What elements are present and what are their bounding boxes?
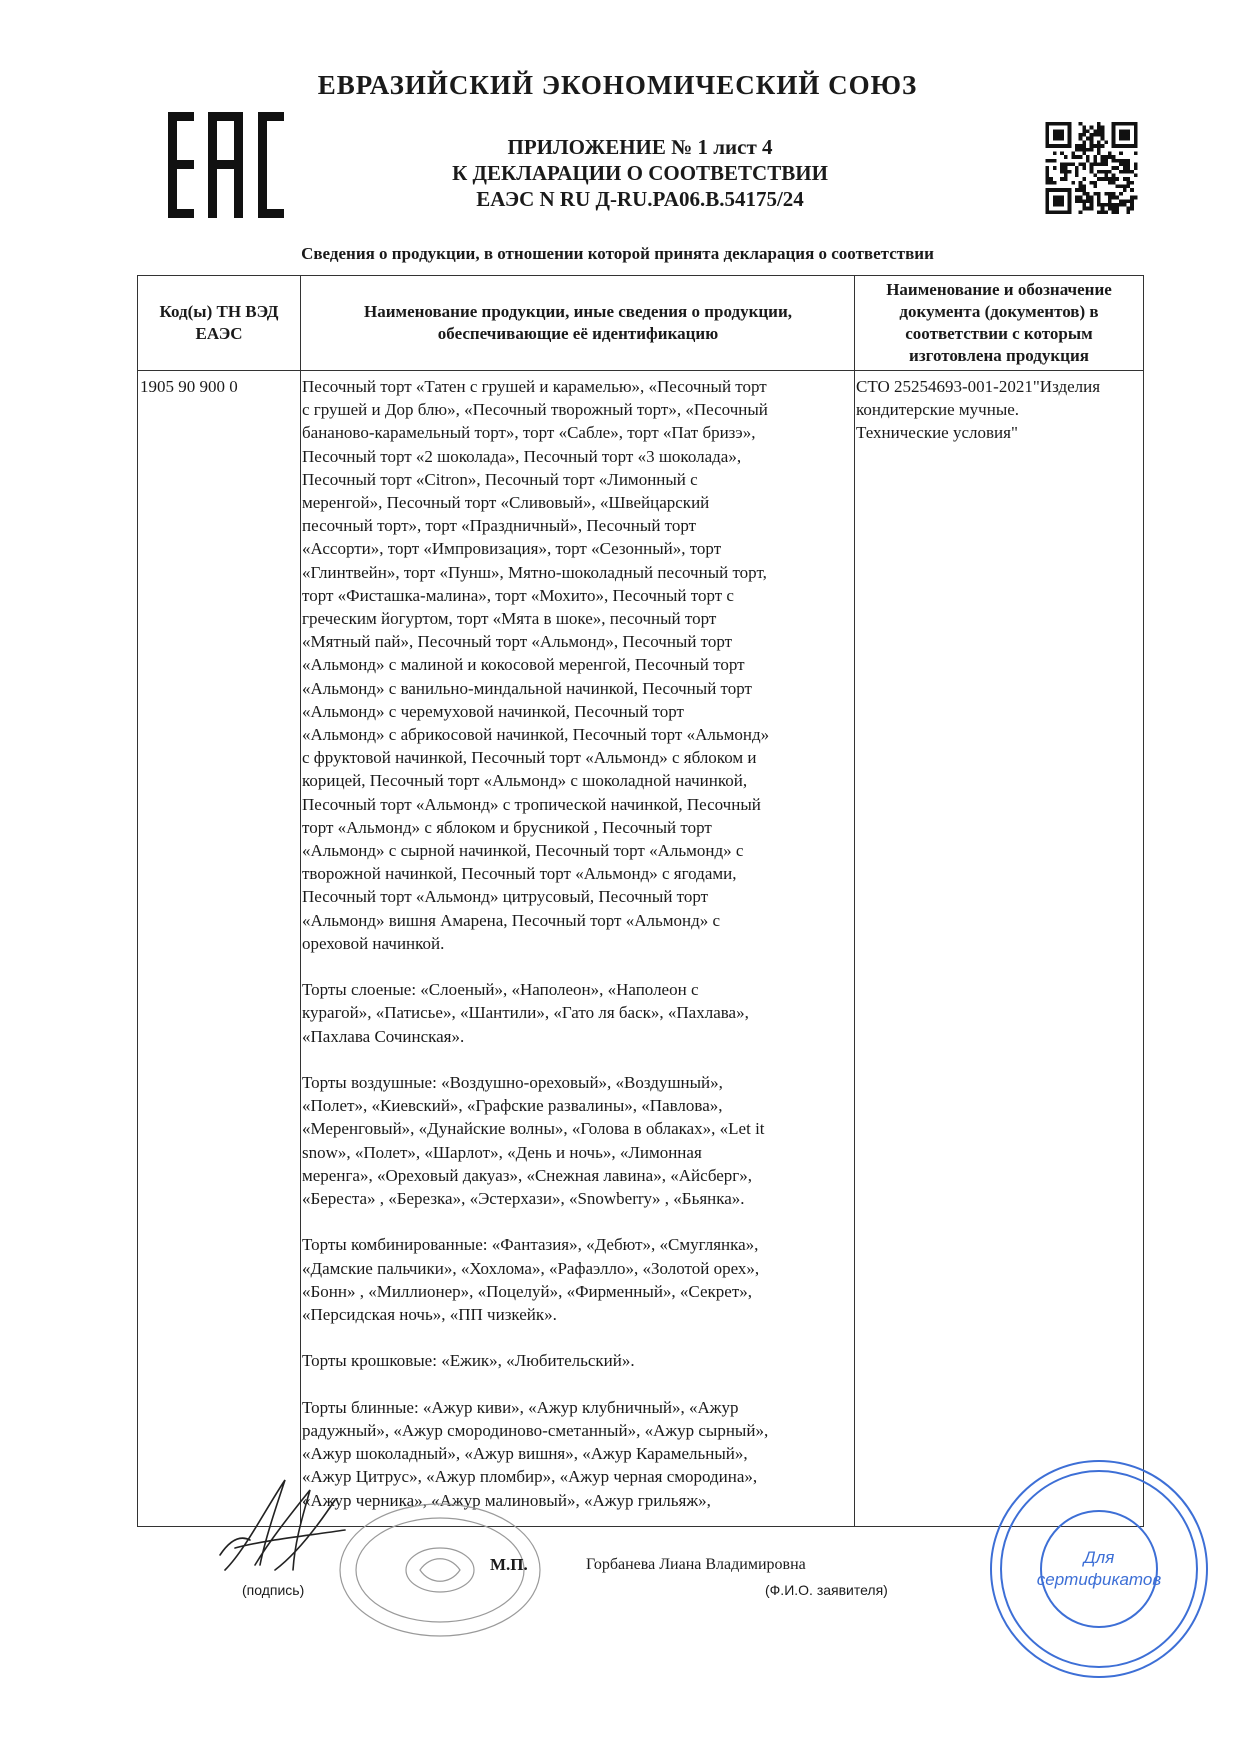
declaration-title-block (380, 134, 900, 212)
description-paragraph (302, 978, 858, 1048)
description-line: «Альмонд» с ванильно-миндальной начинкой, Песочный торт (302, 678, 752, 698)
description-line: меренга», «Ореховый дакуаз», «Снежная лавина», «Айсберг», (302, 1165, 753, 1185)
description-line: «Глинтвейн», торт «Пунш», Мятно-шоколадный песочный торт, (302, 562, 767, 582)
description-line: Песочный торт «Альмонд» с тропической начинкой, Песочный (302, 794, 761, 814)
certificates-stamp (985, 1455, 1213, 1683)
description-line: бананово-карамельный торт», торт «Сабле», торт «Пат бризэ», (302, 423, 756, 443)
description-line: «Ажур Цитрус», «Ажур пломбир», «Ажур черная смородина», (302, 1467, 758, 1487)
description-paragraph (302, 1349, 858, 1372)
signer-name: Горбанева Лиана Владимировна (586, 1556, 806, 1573)
description-line: «Альмонд» с абрикосовой начинкой, Песочный торт «Альмонд» (302, 725, 770, 745)
description-line: торт «Альмонд» с яблоком и брусникой , Песочный торт (302, 817, 712, 837)
description-line: меренгой», Песочный торт «Сливовый», «Швейцарский (302, 493, 710, 513)
description-line: с фруктовой начинкой, Песочный торт «Альмонд» с яблоком и (302, 748, 757, 768)
description-line: Торты слоеные: «Слоеный», «Наполеон», «Наполеон с (302, 980, 699, 1000)
description-line: «Альмонд» вишня Амарена, Песочный торт «Альмонд» с (302, 910, 721, 930)
stamp-center-bottom: сертификатов (1036, 1570, 1162, 1589)
description-line: «Пахлава Сочинская». (302, 1026, 465, 1046)
description-line: «Персидская ночь», «ПП чизкейк». (302, 1305, 557, 1325)
qr-code-icon (1045, 122, 1138, 214)
description-line: «Ажур черника», «Ажур малиновый», «Ажур грильяж», (302, 1490, 711, 1510)
description-line: творожной начинкой, Песочный торт «Альмонд» с ягодами, (302, 864, 737, 884)
description-line: «Меренговый», «Дунайские волны», «Голова в облаках», «Let it (302, 1119, 765, 1139)
stamp-center-top: Для (1083, 1548, 1115, 1567)
standard-line: СТО 25254693-001-2021"Изделия (856, 377, 1101, 396)
column-divider (300, 276, 301, 1526)
description-line: ореховой начинкой. (302, 933, 445, 953)
description-line: Песочный торт «Альмонд» цитрусовый, Песочный торт (302, 887, 709, 907)
description-line: snow», «Полет», «Шарлот», «День и ночь», «Лимонная (302, 1142, 702, 1162)
description-line: «Береста» , «Березка», «Эстерхази», «Snowberry» , «Бьянка». (302, 1189, 745, 1209)
tnved-code: 1905 90 900 0 (140, 377, 238, 396)
description-line: корицей, Песочный торт «Альмонд» с шоколадной начинкой, (302, 771, 748, 791)
description-line: Песочный торт «Citron», Песочный торт «Лимонный с (302, 469, 698, 489)
standard-line: Технические условия" (856, 423, 1018, 443)
description-line: радужный», «Ажур смородиново-сметанный», «Ажур сырный», (302, 1421, 769, 1441)
description-line: с грушей и Дор блю», «Песочный творожный торт», «Песочный (302, 400, 768, 420)
header-code: Код(ы) ТН ВЭД ЕАЭС (159, 302, 279, 343)
description-paragraph (302, 1071, 858, 1210)
product-description (302, 375, 858, 1535)
products-subtitle: Сведения о продукции, в отношении которой принята декларация о соответствии (301, 244, 934, 263)
description-line: «Альмонд» с малиной и кокосовой меренгой, Песочный торт (302, 655, 745, 675)
description-line: «Бонн» , «Миллионер», «Поцелуй», «Фирменный», «Секрет», (302, 1281, 752, 1301)
description-line: «Дамские пальчики», «Хохлома», «Рафаэлло», «Золотой орех», (302, 1258, 760, 1278)
header-product-name: Наименование продукции, иные сведения о продукции, обеспечивающие её идентификацию (363, 302, 793, 343)
description-line: «Полет», «Киевский», «Графские развалины», «Павлова», (302, 1096, 723, 1116)
description-line: греческим йогуртом, торт «Мята в шоке», песочный торт (302, 609, 717, 629)
description-line: торт «Фисташка-малина», торт «Мохито», Песочный торт с (302, 585, 734, 605)
eac-logo (168, 112, 284, 218)
signature-caption: (подпись) (242, 1582, 305, 1598)
signer-caption: (Ф.И.О. заявителя) (765, 1582, 888, 1598)
description-line: песочный торт», торт «Праздничный», Песочный торт (302, 516, 697, 536)
description-line: курагой», «Патисье», «Шантили», «Гато ля баск», «Пахлава», (302, 1003, 749, 1023)
description-line: Торты крошковые: «Ежик», «Любительский». (302, 1351, 635, 1371)
standard-document (856, 375, 1136, 445)
seal-label: М.П. (490, 1555, 528, 1574)
standard-line: кондитерские мучные. (856, 400, 1020, 420)
description-paragraph (302, 375, 858, 955)
union-title: ЕВРАЗИЙСКИЙ ЭКОНОМИЧЕСКИЙ СОЮЗ (317, 70, 918, 100)
description-line: Песочный торт «Татен с грушей и карамелью», «Песочный торт (302, 377, 767, 396)
appendix-line: ПРИЛОЖЕНИЕ № 1 лист 4 (507, 135, 773, 159)
description-line: «Альмонд» с черемуховой начинкой, Песочный торт (302, 701, 684, 721)
description-line: «Ажур шоколадный», «Ажур вишня», «Ажур Карамельный», (302, 1444, 748, 1464)
description-line: Торты воздушные: «Воздушно-ореховый», «Воздушный», (302, 1073, 723, 1093)
products-table (137, 275, 1144, 1527)
declaration-number: ЕАЭС N RU Д-RU.PA06.B.54175/24 (476, 187, 804, 211)
description-line: «Мятный пай», Песочный торт «Альмонд», Песочный торт (302, 632, 733, 652)
header-standard: Наименование и обозначение документа (документов) в соответствии с которым изготовлена продукция (886, 280, 1112, 365)
description-line: «Альмонд» с сырной начинкой, Песочный торт «Альмонд» с (302, 841, 744, 861)
description-line: Торты блинные: «Ажур киви», «Ажур клубничный», «Ажур (302, 1397, 739, 1417)
description-line: Песочный торт «2 шоколада», Песочный торт «3 шоколада», (302, 446, 742, 466)
description-line: «Ассорти», торт «Импровизация», торт «Сезонный», торт (302, 539, 722, 559)
header-divider (138, 370, 1143, 371)
declaration-line: К ДЕКЛАРАЦИИ О СООТВЕТСТВИИ (452, 161, 828, 185)
description-paragraph (302, 1233, 858, 1326)
description-line: Торты комбинированные: «Фантазия», «Дебют», «Смуглянка», (302, 1235, 759, 1255)
